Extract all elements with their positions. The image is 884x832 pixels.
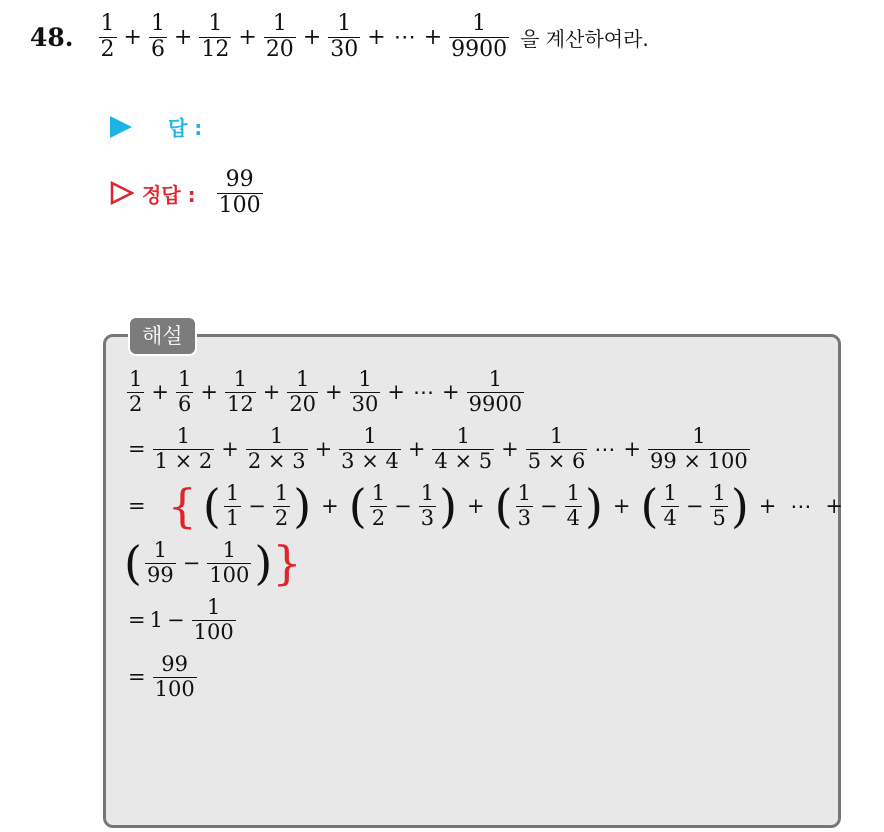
solution-tab: 해설 — [128, 316, 197, 356]
q-fraction: $\frac{1}{12}$ — [201, 11, 230, 62]
play-triangle-icon — [110, 116, 132, 138]
question-line: 48. $\frac{1}{2}$ + $\frac{1}{6}$ + $\frac{1}{12}$ + $\frac{1}{20}$ + $\frac{1}{30}$ + ⋯ + $\frac{1}{9900}$ 을 계산하여라. — [30, 11, 649, 62]
solution-line-4: ( $\frac{1}{99}$ − $\frac{1}{100}$ ) } — [124, 536, 302, 591]
ellipsis: ⋯ — [393, 24, 416, 50]
solution-line-6: = $\frac{99}{100}$ — [128, 652, 195, 701]
solution-line-3: = { ( $\frac{1}{1}$ − $\frac{1}{2}$ ) + ( $\frac{1}{2}$ − $\frac{1}{3}$ ) + ( $\frac{1}{3}$ − $\frac{1}{4}$ ) + ( $\frac{1}{4}$ − $\frac{1}{5}$ ) + ⋯ + — [128, 479, 843, 534]
solution-line-5: = 1 − $\frac{1}{100}$ — [128, 595, 234, 644]
answer-row — [110, 112, 202, 141]
answer-label: 답 : — [168, 116, 203, 140]
q-fraction: $\frac{1}{30}$ — [330, 11, 359, 62]
correct-answer-label: 정답 : — [142, 182, 196, 207]
q-fraction: $\frac{1}{20}$ — [265, 11, 294, 62]
q-fraction: $\frac{1}{2}$ — [100, 11, 115, 62]
question-instruction: 을 계산하여라. — [520, 26, 649, 51]
solution-steps — [124, 368, 853, 710]
correct-answer-row — [110, 168, 266, 218]
solution-line-1: $\frac{1}{2}$ + $\frac{1}{6}$ + $\frac{1}{12}$ + $\frac{1}{20}$ + $\frac{1}{30}$ + ⋯ + $\frac{1}{9900}$ — [129, 367, 523, 416]
question-number: 48. — [30, 22, 74, 52]
q-fraction: $\frac{1}{6}$ — [150, 11, 165, 62]
q-fraction-last: $\frac{1}{9900}$ — [451, 11, 508, 62]
solution-line-2: = $\frac{1}{1 \times 2}$ + $\frac{1}{2 \times 3}$ + $\frac{1}{3 \times 4}$ + $\frac{1}{4 \times 5}$ + $\frac{1}{5 \times 6}$ ⋯ + $\frac{1}{99 \times 100}$ — [128, 424, 748, 473]
correct-answer-value: $\frac{99}{100}$ — [218, 167, 261, 218]
outline-triangle-icon — [110, 181, 134, 205]
